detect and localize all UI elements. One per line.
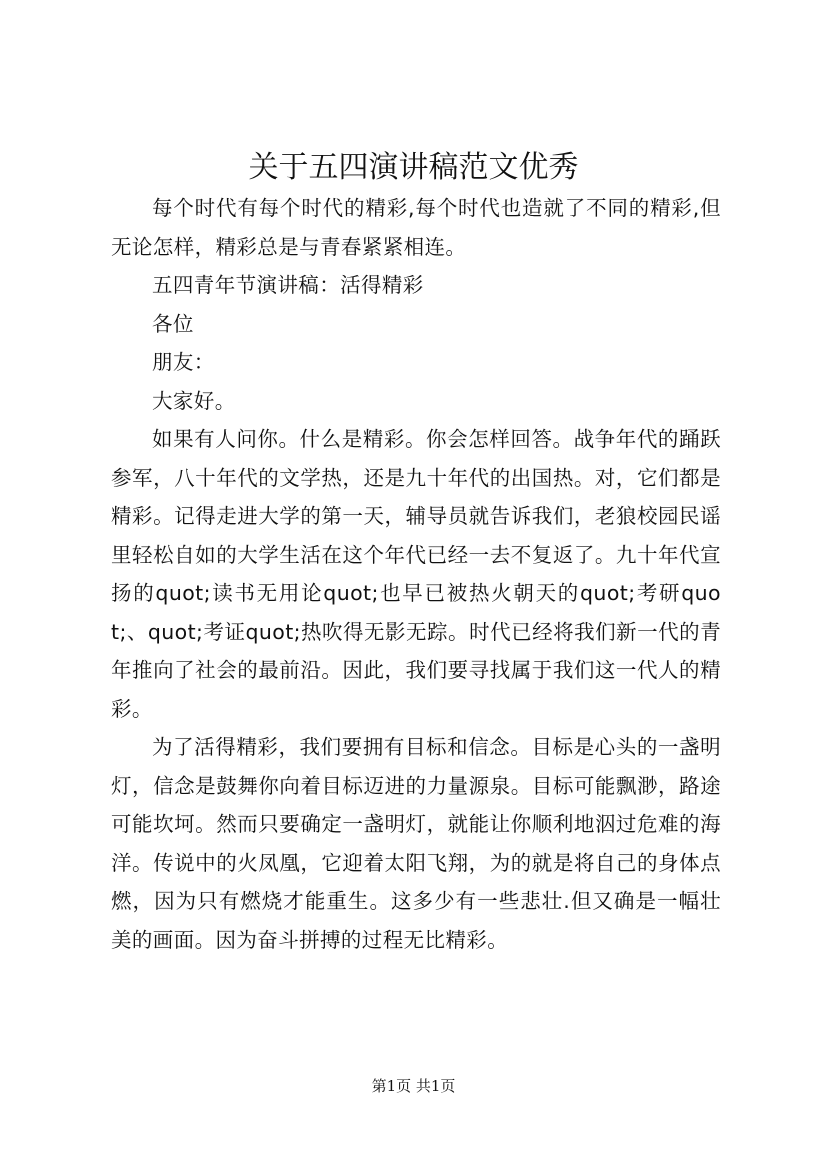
- document-body: [111, 189, 721, 959]
- paragraph-intro: 每个时代有每个时代的精彩,每个时代也造就了不同的精彩,但无论怎样，精彩总是与青春紧紧相连。: [111, 196, 721, 259]
- paragraph-salutation-2: 朋友：: [152, 350, 215, 374]
- page-footer: 第1页 共1页: [371, 1077, 456, 1095]
- paragraph-greeting: 大家好。: [152, 388, 236, 413]
- paragraph-body-2: 为了活得精彩，我们要拥有目标和信念。目标是心头的一盏明灯，信念是鼓舞你向着目标迈进的力量源泉。目标可能飘渺，路途可能坎坷。然而只要确定一盏明灯，就能让你顺利地泅过危难的海洋。传说中的火凤凰，它迎着太阳飞翔，为的就是将自己的身体点燃，因为只有燃烧才能重生。这多少有一些悲壮.但又确是一幅壮美的画面。因为奋斗拼搏的过程无比精彩。: [111, 735, 721, 952]
- paragraph-salutation-1: 各位: [152, 311, 194, 336]
- document-title: 关于五四演讲稿范文优秀: [248, 150, 579, 185]
- paragraph-body-1: 如果有人问你。什么是精彩。你会怎样回答。战争年代的踊跃参军，八十年代的文学热，还是九十年代的出国热。对，它们都是精彩。记得走进大学的第一天，辅导员就告诉我们，老狼校园民谣里轻松自如的大学生活在这个年代已经一去不复返了。九十年代宣扬的quot;读书无用论quot;也早已被热火朝天的quot;考研quot;、quot;考证quot;热吹得无影无踪。时代已经将我们新一代的青年推向了社会的最前沿。因此，我们要寻找属于我们这一代人的精彩。: [111, 427, 721, 721]
- paragraph-speech-heading: 五四青年节演讲稿：活得精彩: [152, 273, 424, 297]
